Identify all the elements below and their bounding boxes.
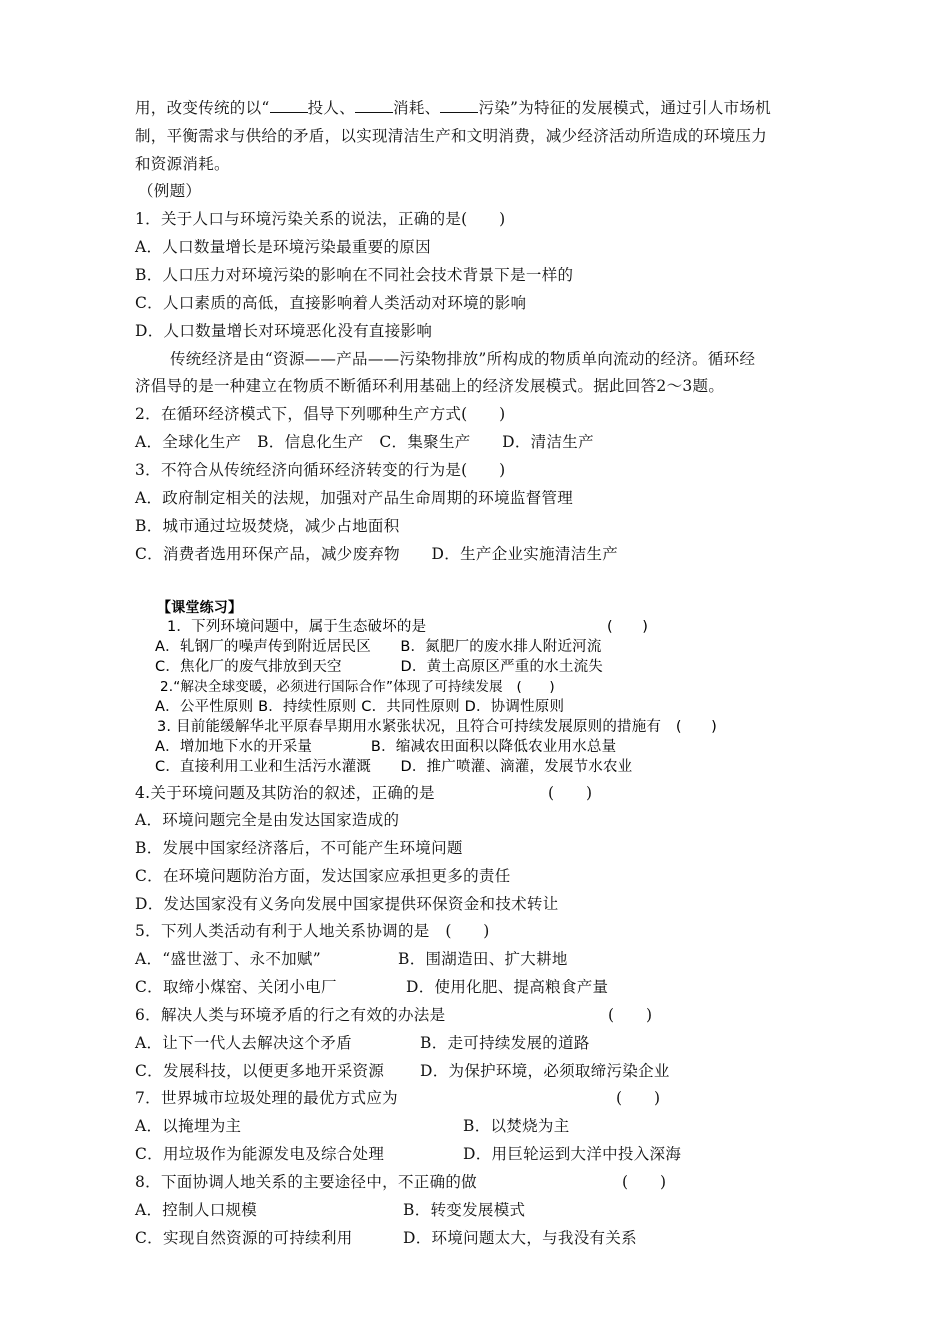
example-q3-option-a: A．政府制定相关的法规，加强对产品生命周期的环境监督管理 [135,489,574,507]
question-7-option-a: A．以掩埋为主 [135,1117,242,1135]
practice-p1-options-cd: C．焦化厂的废气排放到天空 D．黄土高原区严重的水土流失 [155,659,603,675]
example-heading: （例题） [138,182,202,200]
question-6-option-c: C．发展科技，以便更多地开采资源 [135,1062,385,1080]
question-8-option-d: D．环境问题太大，与我没有关系 [403,1229,637,1247]
question-4-answer-paren: ( ) [548,784,593,802]
question-4: 4.关于环境问题及其防治的叙述，正确的是 [135,784,435,802]
question-6: 6．解决人类与环境矛盾的行之有效的办法是 [135,1006,446,1024]
practice-p3-options-ab: A．增加地下水的开采量 B．缩减农田面积以降低农业用水总量 [155,739,617,755]
example-q1: 1．关于人口与环境污染关系的说法，正确的是( ) [135,210,506,228]
example-q1-option-a: A．人口数量增长是环境污染最重要的原因 [135,238,431,256]
question-4-option-d: D．发达国家没有义务向发展中国家提供环保资金和技术转让 [135,895,559,913]
question-7-option-b: B．以焚烧为主 [463,1117,570,1135]
fill-blank-2[interactable] [355,98,393,113]
question-6-answer-paren: ( ) [608,1006,653,1024]
passage-line-1: 传统经济是由“资源——产品——污染物排放”所构成的物质单向流动的经济。循环经 [170,350,756,368]
question-5-option-d: D．使用化肥、提高粮食产量 [406,978,609,996]
question-4-option-c: C．在环境问题防治方面，发达国家应承担更多的责任 [135,867,511,885]
fill-blank-3[interactable] [440,98,478,113]
practice-p2-options: A．公平性原则 B．持续性原则 C．共同性原则 D．协调性原则 [155,699,565,715]
practice-p1: 1．下列环境问题中，属于生态破坏的是 [167,619,427,635]
practice-p3-options-cd: C．直接利用工业和生活污水灌溉 D．推广喷灌、滴灌，发展节水农业 [155,759,633,775]
practice-p3: 3. 目前能缓解华北平原春旱期用水紧张状况，且符合可持续发展原则的措施有 ( ) [157,719,717,735]
question-6-option-a: A．让下一代人去解决这个矛盾 [135,1034,352,1052]
example-q1-option-b: B．人口压力对环境污染的影响在不同社会技术背景下是一样的 [135,266,574,284]
example-q3: 3．不符合从传统经济向循环经济转变的行为是( ) [135,461,506,479]
question-7-option-c: C．用垃圾作为能源发电及综合处理 [135,1145,385,1163]
example-q1-option-c: C．人口素质的高低，直接影响着人类活动对环境的影响 [135,294,527,312]
question-7-option-d: D．用巨轮运到大洋中投入深海 [463,1145,682,1163]
practice-p2: 2.“解决全球变暖，必须进行国际合作”体现了可持续发展 ( ) [160,679,555,695]
question-5-option-c: C．取缔小煤窑、关闭小电厂 [135,978,337,996]
question-8: 8．下面协调人地关系的主要途径中，不正确的做 [135,1173,477,1191]
question-8-option-c: C．实现自然资源的可持续利用 [135,1229,353,1247]
example-q2-options: A．全球化生产 B．信息化生产 C．集聚生产 D．清洁生产 [135,433,594,451]
example-q3-option-cd: C．消费者选用环保产品，减少废弃物 D．生产企业实施清洁生产 [135,545,619,563]
question-5-option-a: A．“盛世滋丁、永不加赋” [135,950,321,968]
example-q2: 2．在循环经济模式下，倡导下列哪种生产方式( ) [135,405,506,423]
question-6-option-d: D．为保护环境，必须取缔污染企业 [420,1062,670,1080]
practice-p1-answer-paren: ( ) [607,619,649,635]
question-7: 7．世界城市垃圾处理的最优方式应为 [135,1089,398,1107]
question-8-option-a: A．控制人口规模 [135,1201,258,1219]
intro-line-1: 用，改变传统的以“ 投人、 消耗、 污染”为特征的发展模式，通过引人市场机 [135,99,772,117]
practice-p1-options-ab: A．轧钢厂的噪声传到附近居民区 B．氮肥厂的废水排人附近河流 [155,639,602,655]
intro-line-3: 和资源消耗。 [135,155,230,173]
question-8-answer-paren: ( ) [622,1173,667,1191]
question-4-option-a: A．环境问题完全是由发达国家造成的 [135,811,400,829]
question-5-option-b: B．围湖造田、扩大耕地 [398,950,568,968]
passage-line-2: 济倡导的是一种建立在物质不断循环利用基础上的经济发展模式。据此回答2～3题。 [135,377,725,395]
intro-line-2: 制，平衡需求与供给的矛盾，以实现清洁生产和文明消费，减少经济活动所造成的环境压力 [135,127,768,145]
question-7-answer-paren: ( ) [616,1089,661,1107]
question-4-option-b: B．发展中国家经济落后，不可能产生环境问题 [135,839,463,857]
example-q3-option-b: B．城市通过垃圾焚烧，减少占地面积 [135,517,400,535]
question-5: 5．下列人类活动有利于人地关系协调的是 ( ) [135,922,490,940]
fill-blank-1[interactable] [270,98,308,113]
practice-heading: 【课堂练习】 [157,600,243,616]
question-6-option-b: B．走可持续发展的道路 [420,1034,590,1052]
example-q1-option-d: D．人口数量增长对环境恶化没有直接影响 [135,322,433,340]
question-8-option-b: B．转变发展模式 [403,1201,526,1219]
